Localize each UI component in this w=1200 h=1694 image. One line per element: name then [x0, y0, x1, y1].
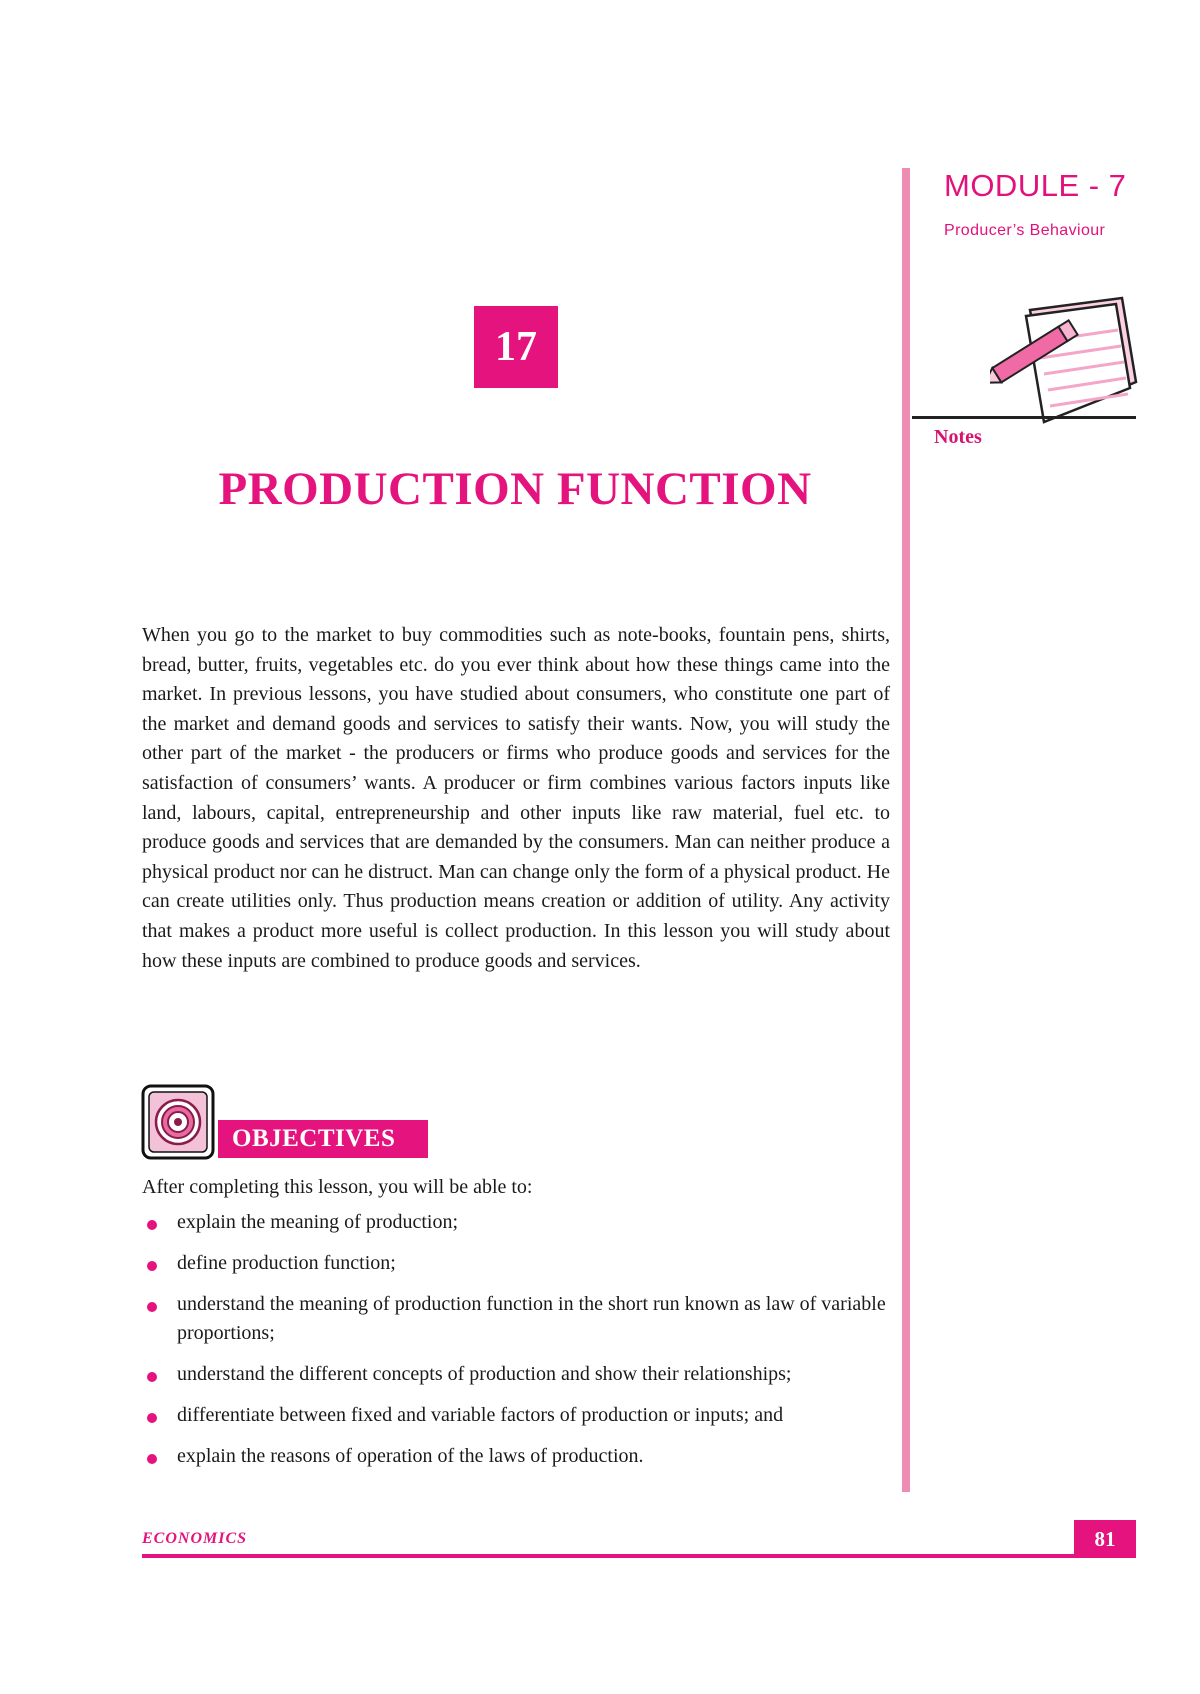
notes-divider: [912, 416, 1136, 419]
list-item-text: explain the meaning of production;: [177, 1211, 459, 1233]
list-item: [142, 1249, 892, 1278]
bullet-icon: [147, 1413, 157, 1423]
bullet-icon: [147, 1372, 157, 1382]
objectives-intro: After completing this lesson, you will be able to:: [142, 1176, 533, 1198]
bullet-icon: [147, 1220, 157, 1230]
list-item-text: explain the reasons of operation of the laws of production.: [177, 1445, 644, 1467]
page-number: 81: [1074, 1520, 1136, 1558]
footer-subject: ECONOMICS: [142, 1530, 248, 1547]
module-title: MODULE - 7: [944, 168, 1127, 203]
list-item: [142, 1442, 892, 1471]
bullet-icon: [147, 1261, 157, 1271]
notes-label: Notes: [934, 426, 982, 448]
list-item-text: differentiate between fixed and variable factors of production or inputs; and: [177, 1404, 784, 1426]
chapter-title: PRODUCTION FUNCTION: [218, 463, 812, 515]
footer-rule: [142, 1554, 1135, 1558]
bullet-icon: [147, 1454, 157, 1464]
list-item-text: understand the different concepts of production and show their relationships;: [177, 1363, 792, 1385]
intro-paragraph: When you go to the market to buy commodities such as note-books, fountain pens, shirts, bread, butter, fruits, vegetables etc. do you ever think about how these things came into the market. In previous lessons, you have studied about consumers, who constitute one part of the market and demand goods and services to satisfy their wants. Now, you will study the other part of the market - the producers or firms who produce goods and services for the satisfaction of consumers’ wants. A producer or firm combines various factors inputs like land, labours, capital, entrepreneurship and other inputs like raw material, fuel etc. to produce goods and services that are demanded by the consumers. Man can neither produce a physical product nor can he distruct. Man can change only the form of a physical product. He can create utilities only. Thus production means creation or addition of utility. Any activity that makes a product more useful is collect production. In this lesson you will study about how these inputs are combined to produce goods and services.: [142, 624, 890, 972]
objectives-heading: OBJECTIVES: [218, 1120, 428, 1158]
pencil-notepad-icon: [990, 290, 1140, 442]
list-item: [142, 1401, 892, 1430]
list-item: [142, 1208, 892, 1237]
target-icon: [141, 1084, 215, 1160]
list-item: [142, 1290, 892, 1348]
module-subtitle: Producer’s Behaviour: [944, 222, 1106, 239]
list-item-text: define production function;: [177, 1252, 396, 1274]
list-item: [142, 1360, 892, 1389]
bullet-icon: [147, 1302, 157, 1312]
objectives-list: [142, 1208, 892, 1483]
list-item-text: understand the meaning of production function in the short run known as law of variable proportions;: [177, 1293, 886, 1344]
chapter-number: 17: [474, 306, 558, 388]
margin-rule: [902, 168, 910, 1492]
